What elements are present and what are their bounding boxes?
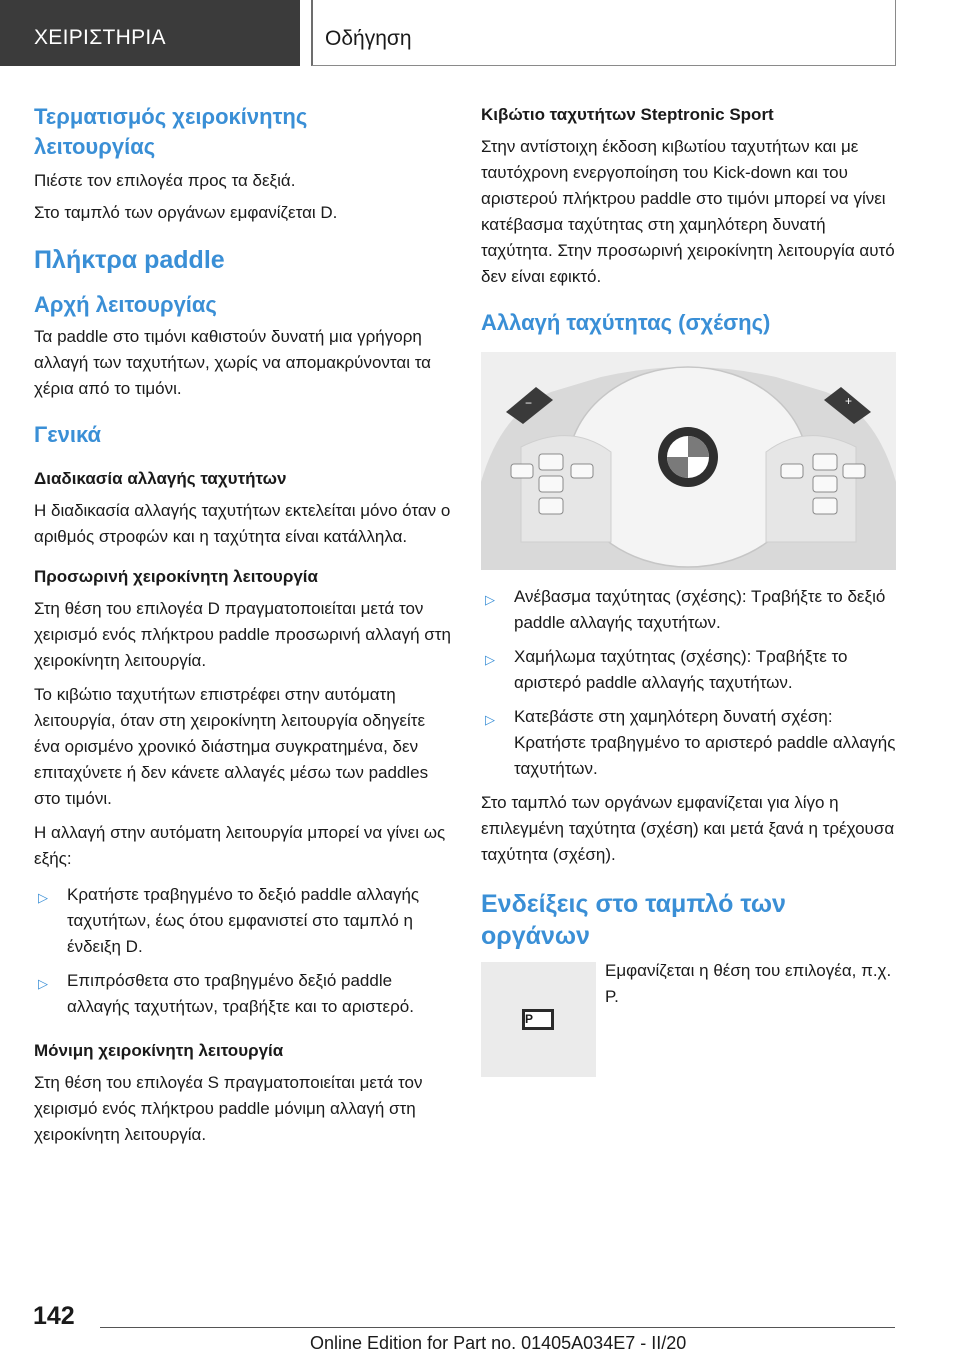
para-end-manual-2: Στο ταμπλό των οργάνων εμφανίζεται D.	[34, 203, 338, 222]
list-item	[481, 704, 901, 782]
list-item-text: Χαμήλωμα ταχύτητας (σχέσης): Τραβήξτε το αριστερό paddle αλλαγής ταχυτήτων.	[514, 647, 848, 692]
para-procedure: Η διαδικασία αλλαγής ταχυτήτων εκτελείται μόνο όταν ο αριθμός στροφών και η ταχύτητα είναι κατάλληλα.	[34, 501, 451, 546]
para-display: Εμφανίζεται η θέση του επιλογέα, π.χ. P.	[605, 961, 892, 1006]
list-item-text: Κρατήστε τραβηγμένο το δεξιό paddle αλλαγής ταχυτήτων, έως ότου εμφανιστεί στο ταμπλό η ένδειξη D.	[67, 885, 420, 956]
heading-temporary-manual: Προσωρινή χειροκίνητη λειτουργία	[34, 567, 318, 586]
display-section	[481, 962, 901, 1082]
heading-gear-change: Αλλαγή ταχύτητας (σχέσης)	[481, 310, 771, 335]
left-column	[34, 102, 454, 1148]
heading-principle: Αρχή λειτουργίας	[34, 292, 217, 317]
chapter-tab	[0, 0, 300, 66]
list-item-text: Ανέβασμα ταχύτητας (σχέσης): Τραβήξτε το δεξιό paddle αλλαγής ταχυτήτων.	[514, 587, 886, 632]
list-item	[34, 882, 454, 960]
para-temporary-3: Η αλλαγή στην αυτόματη λειτουργία μπορεί να γίνει ως εξής:	[34, 823, 446, 868]
heading-permanent-manual: Μόνιμη χειροκίνητη λειτουργία	[34, 1041, 284, 1060]
steering-wheel-icon	[481, 352, 896, 570]
triangle-bullet-icon: ▷	[485, 652, 495, 667]
list-item	[34, 968, 454, 1020]
paddle-plus-label: +	[845, 394, 853, 408]
heading-instrument-display: Ενδείξεις στο ταμπλό των οργάνων	[481, 890, 786, 950]
triangle-bullet-icon: ▷	[38, 890, 48, 905]
para-principle: Τα paddle στο τιμόνι καθιστούν δυνατή μια γρήγορη αλλαγή των ταχυτήτων, χωρίς να απομακρύνονται τα χέρια από το τιμόνι.	[34, 327, 432, 398]
footer-edition: Online Edition for Part no. 01405A034E7 - II/20	[310, 1333, 687, 1353]
para-temporary-1: Στη θέση του επιλογέα D πραγματοποιείται μετά τον χειρισμό ενός πλήκτρου paddle προσωρινή αλλαγή στη χειροκίνητη λειτουργία.	[34, 599, 451, 670]
heading-paddle: Πλήκτρα paddle	[34, 246, 225, 274]
page-number: 142	[33, 1302, 75, 1330]
list-item	[481, 584, 901, 636]
footer-divider	[100, 1327, 895, 1328]
instrument-display-figure	[481, 962, 596, 1077]
selector-letter: P	[524, 1011, 552, 1028]
para-steptronic: Στην αντίστοιχη έκδοση κιβωτίου ταχυτήτων και με ταυτόχρονη ενεργοποίηση του Kick-down και του αριστερού πλήκτρου paddle στο τιμόνι μπορεί να γίνει κατέβασμα ταχύτητας στη χαμηλότερη δυνατή ταχύτητα. Στην προσωρινή χειροκίνητη λειτουργία αυτό δεν είναι εφικτό.	[481, 137, 895, 286]
section-tab	[311, 0, 896, 66]
para-end-manual-1: Πιέστε τον επιλογέα προς τα δεξιά.	[34, 171, 296, 190]
heading-procedure: Διαδικασία αλλαγής ταχυτήτων	[34, 469, 287, 488]
steering-wheel-figure	[481, 352, 896, 570]
list-item-text: Επιπρόσθετα στο τραβηγμένο δεξιό paddle αλλαγής ταχυτήτων, τραβήξτε και το αριστερό.	[67, 971, 414, 1016]
list-item-text: Κατεβάστε στη χαμηλότερη δυνατή σχέση: Κρατήστε τραβηγμένο το αριστερό paddle αλλαγής ταχυτήτων.	[514, 707, 896, 778]
triangle-bullet-icon: ▷	[38, 976, 48, 991]
selector-p-icon	[522, 1009, 554, 1030]
list-item	[481, 644, 901, 696]
heading-general: Γενικά	[34, 422, 102, 447]
right-column	[481, 102, 901, 1082]
chapter-title: ΧΕΙΡΙΣΤΗΡΙΑ	[34, 26, 166, 49]
para-permanent: Στη θέση του επιλογέα S πραγματοποιείται μετά τον χειρισμό ενός πλήκτρου paddle μόνιμη αλλαγή στη χειροκίνητη λειτουργία.	[34, 1073, 423, 1144]
section-title: Οδήγηση	[325, 27, 412, 50]
para-temporary-2: Το κιβώτιο ταχυτήτων επιστρέφει στην αυτόματη λειτουργία, όταν στη χειροκίνητη λειτουργία οδηγείτε ένα ορισμένο χρονικό διάστημα συγκρατημένα, δεν επιταχύνετε ή δεν κάνετε αλλαγές μέσω των paddles στο τιμόνι.	[34, 685, 429, 808]
para-gear-change: Στο ταμπλό των οργάνων εμφανίζεται για λίγο η επιλεγμένη ταχύτητα (σχέση) και μετά ξανά η τρέχουσα ταχύτητα (σχέση).	[481, 793, 895, 864]
heading-steptronic: Κιβώτιο ταχυτήτων Steptronic Sport	[481, 105, 774, 124]
triangle-bullet-icon: ▷	[485, 592, 495, 607]
paddle-minus-label: −	[525, 396, 533, 410]
triangle-bullet-icon: ▷	[485, 712, 495, 727]
heading-end-manual: Τερματισμός χειροκίνητης λειτουργίας	[34, 104, 308, 159]
